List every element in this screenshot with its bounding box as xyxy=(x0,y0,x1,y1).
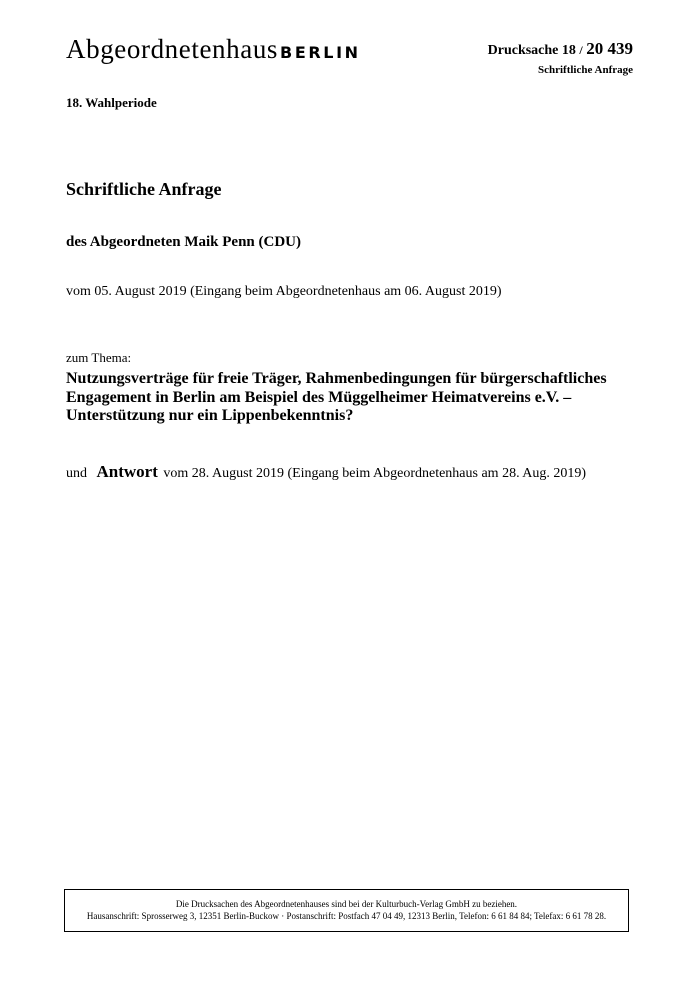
page-title: Schriftliche Anfrage xyxy=(66,179,222,199)
answer-line xyxy=(66,462,586,482)
document-reference xyxy=(488,40,633,76)
answer-keyword: Antwort xyxy=(96,462,158,481)
topic-title: Nutzungsverträge für freie Träger, Rahmenbedingungen für bürgerschaftliches Engagement in Berlin am Beispiel des Müggelheimer Heimatvereins e.V. – Unterstützung nur ein Lippenbekenntnis? xyxy=(66,370,607,425)
institution-name: Abgeordnetenhaus xyxy=(66,34,279,64)
answer-prefix: und xyxy=(66,466,87,481)
submission-date-line: vom 05. August 2019 (Eingang beim Abgeordnetenhaus am 06. August 2019) xyxy=(66,284,502,299)
author-line: des Abgeordneten Maik Penn (CDU) xyxy=(66,234,301,250)
institution-logo xyxy=(66,36,361,63)
drucksache-number: 20 439 xyxy=(586,39,633,58)
drucksache-line xyxy=(488,40,633,58)
legislative-period: 18. Wahlperiode xyxy=(66,95,157,110)
document-type: Schriftliche Anfrage xyxy=(537,64,633,76)
drucksache-label: Drucksache 18 xyxy=(487,43,576,58)
footer-address: Hausanschrift: Sprosserweg 3, 12351 Berlin-Buckow · Postanschrift: Postfach 47 04 49, 12313 Berlin, Telefon: 6 61 84 84; Telefax: 6 61 78 28. xyxy=(86,910,607,921)
footer-distribution-note: Die Drucksachen des Abgeordnetenhauses sind bei der Kulturbuch-Verlag GmbH zu beziehen. xyxy=(175,899,518,909)
answer-date-text: vom 28. August 2019 (Eingang beim Abgeordnetenhaus am 28. Aug. 2019) xyxy=(163,466,587,481)
institution-city: BERLIN xyxy=(280,43,361,62)
footer-notice xyxy=(64,889,629,932)
drucksache-separator: / xyxy=(579,43,583,57)
topic-label: zum Thema: xyxy=(66,350,132,365)
